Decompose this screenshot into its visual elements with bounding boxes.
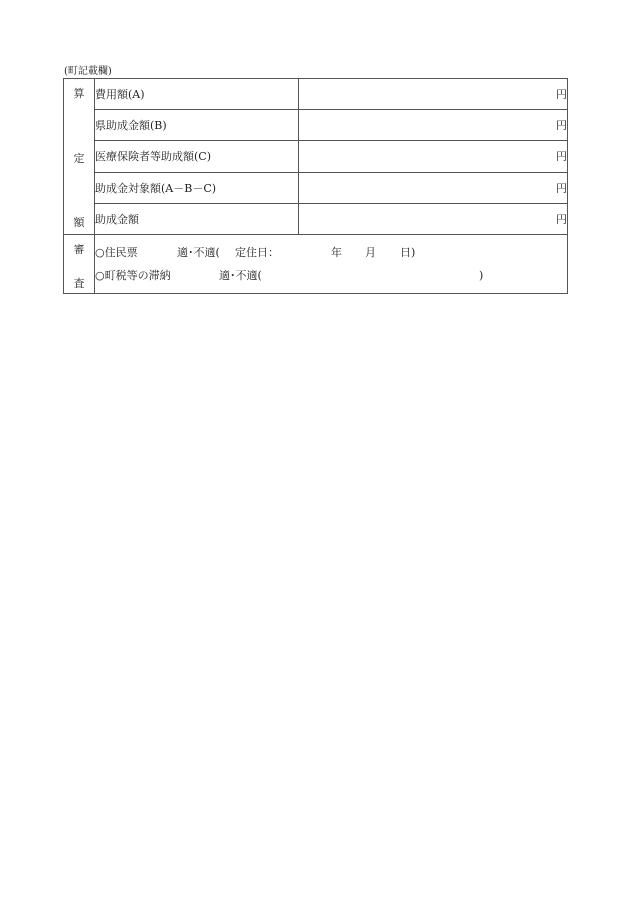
calculation-table (63, 78, 568, 294)
month-label: 月 (365, 246, 376, 259)
table-row (64, 172, 568, 203)
cost-label: 費用額(A) (95, 79, 299, 110)
grant-amount-label: 助成金額 (95, 203, 299, 234)
eligible-amount-field[interactable] (299, 172, 568, 203)
residence-judgement[interactable]: 適･不適( (177, 246, 220, 259)
side-char: 審 (73, 243, 85, 256)
table-row (64, 203, 568, 234)
form-section-label: (町記載欄) (64, 66, 112, 77)
year-label: 年 (331, 246, 342, 259)
tax-close-paren: ) (479, 269, 484, 282)
yen-unit: 円 (556, 88, 567, 102)
tax-arrears-item: ○町税等の滞納 (95, 269, 171, 282)
review-side-header (64, 235, 95, 294)
eligible-amount-label: 助成金対象額(A－B－C) (95, 172, 299, 203)
cost-amount-field[interactable] (299, 79, 568, 110)
yen-unit: 円 (556, 212, 567, 226)
table-row (64, 141, 568, 172)
yen-unit: 円 (556, 181, 567, 195)
insurer-subsidy-amount-field[interactable] (299, 141, 568, 172)
table-row (64, 79, 568, 110)
review-content (95, 235, 568, 294)
residence-item: ○住民票 (95, 246, 138, 259)
prefecture-subsidy-amount-field[interactable] (299, 110, 568, 141)
side-char: 額 (73, 216, 85, 229)
residence-check-line (95, 241, 567, 264)
calculation-side-header (64, 79, 95, 235)
day-label: 日) (400, 246, 416, 259)
tax-judgement[interactable]: 適･不適( (219, 269, 262, 282)
grant-amount-field[interactable] (299, 203, 568, 234)
settlement-date-label: 定住日： (235, 246, 279, 259)
prefecture-subsidy-label: 県助成金額(B) (95, 110, 299, 141)
yen-unit: 円 (556, 119, 567, 133)
review-row (64, 235, 568, 294)
side-char: 定 (73, 151, 85, 165)
insurer-subsidy-label: 医療保険者等助成額(C) (95, 141, 299, 172)
yen-unit: 円 (556, 150, 567, 164)
tax-check-line (95, 264, 567, 287)
side-char: 算 (73, 87, 85, 100)
side-char: 査 (73, 277, 85, 290)
table-row (64, 110, 568, 141)
